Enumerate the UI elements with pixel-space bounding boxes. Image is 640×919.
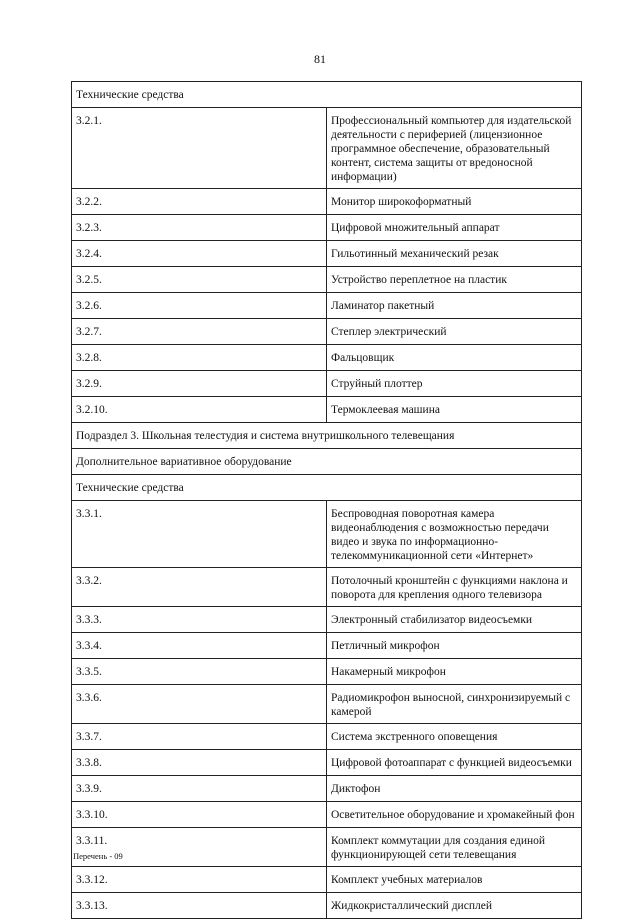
item-number: 3.2.2. <box>72 189 327 215</box>
item-name: Термоклеевая машина <box>327 397 582 423</box>
item-number: 3.3.13. <box>72 893 327 919</box>
table-row <box>72 293 582 319</box>
footer-label: Перечень - 09 <box>73 851 123 861</box>
item-number: 3.2.9. <box>72 371 327 397</box>
item-name: Система экстренного оповещения <box>327 724 582 750</box>
item-number: 3.3.10. <box>72 802 327 828</box>
table-row <box>72 241 582 267</box>
item-name: Беспроводная поворотная камера видеонаблюдения с возможностью передачи видео и звука по информационно-телекоммуникационной сети «Интернет» <box>327 501 582 568</box>
item-number: 3.3.12. <box>72 867 327 893</box>
item-name: Осветительное оборудование и хромакейный фон <box>327 802 582 828</box>
item-name: Монитор широкоформатный <box>327 189 582 215</box>
item-name: Устройство переплетное на пластик <box>327 267 582 293</box>
item-number: 3.2.8. <box>72 345 327 371</box>
table-row <box>72 568 582 607</box>
section-cell: Подраздел 3. Школьная телестудия и система внутришкольного телевещания <box>72 423 582 449</box>
table-row <box>72 215 582 241</box>
table-row <box>72 828 582 867</box>
section-row <box>72 475 582 501</box>
item-name: Ламинатор пакетный <box>327 293 582 319</box>
table-row <box>72 724 582 750</box>
item-number: 3.3.6. <box>72 685 327 724</box>
table-row <box>72 345 582 371</box>
item-number: 3.3.8. <box>72 750 327 776</box>
item-name: Петличный микрофон <box>327 633 582 659</box>
table-row <box>72 750 582 776</box>
item-number: 3.2.5. <box>72 267 327 293</box>
item-name: Диктофон <box>327 776 582 802</box>
item-name: Струйный плоттер <box>327 371 582 397</box>
item-name: Комплект учебных материалов <box>327 867 582 893</box>
table-row <box>72 867 582 893</box>
item-number: 3.2.3. <box>72 215 327 241</box>
table-row <box>72 893 582 919</box>
item-number: 3.3.2. <box>72 568 327 607</box>
section-row <box>72 82 582 108</box>
item-number: 3.3.1. <box>72 501 327 568</box>
table-row <box>72 607 582 633</box>
table-row <box>72 802 582 828</box>
item-name: Цифровой фотоаппарат с функцией видеосъемки <box>327 750 582 776</box>
item-name: Степлер электрический <box>327 319 582 345</box>
table-row <box>72 685 582 724</box>
table-row <box>72 319 582 345</box>
item-number: 3.3.11. <box>72 828 327 867</box>
item-name: Профессиональный компьютер для издательской деятельности с периферией (лицензионное программное обеспечение, образовательный контент, система защиты от вредоносной информации) <box>327 108 582 189</box>
table-row <box>72 659 582 685</box>
item-number: 3.2.6. <box>72 293 327 319</box>
item-number: 3.2.4. <box>72 241 327 267</box>
item-name: Потолочный кронштейн с функциями наклона и поворота для крепления одного телевизора <box>327 568 582 607</box>
table-row <box>72 397 582 423</box>
item-number: 3.3.9. <box>72 776 327 802</box>
item-number: 3.3.5. <box>72 659 327 685</box>
table-row <box>72 108 582 189</box>
item-number: 3.2.1. <box>72 108 327 189</box>
item-number: 3.2.7. <box>72 319 327 345</box>
table-row <box>72 776 582 802</box>
page-number: 81 <box>314 52 326 66</box>
item-number: 3.3.3. <box>72 607 327 633</box>
item-number: 3.2.10. <box>72 397 327 423</box>
item-number: 3.3.7. <box>72 724 327 750</box>
section-cell: Технические средства <box>72 475 582 501</box>
table-row <box>72 633 582 659</box>
item-name: Фальцовщик <box>327 345 582 371</box>
item-name: Жидкокристаллический дисплей <box>327 893 582 919</box>
item-name: Накамерный микрофон <box>327 659 582 685</box>
item-name: Радиомикрофон выносной, синхронизируемый с камерой <box>327 685 582 724</box>
section-row <box>72 423 582 449</box>
table-row <box>72 501 582 568</box>
item-name: Гильотинный механический резак <box>327 241 582 267</box>
section-cell: Технические средства <box>72 82 582 108</box>
item-name: Цифровой множительный аппарат <box>327 215 582 241</box>
section-cell: Дополнительное вариативное оборудование <box>72 449 582 475</box>
item-name: Комплект коммутации для создания единой функционирующей сети телевещания <box>327 828 582 867</box>
table-row <box>72 189 582 215</box>
equipment-table <box>71 81 582 919</box>
table-row <box>72 371 582 397</box>
section-row <box>72 449 582 475</box>
table-row <box>72 267 582 293</box>
item-name: Электронный стабилизатор видеосъемки <box>327 607 582 633</box>
item-number: 3.3.4. <box>72 633 327 659</box>
